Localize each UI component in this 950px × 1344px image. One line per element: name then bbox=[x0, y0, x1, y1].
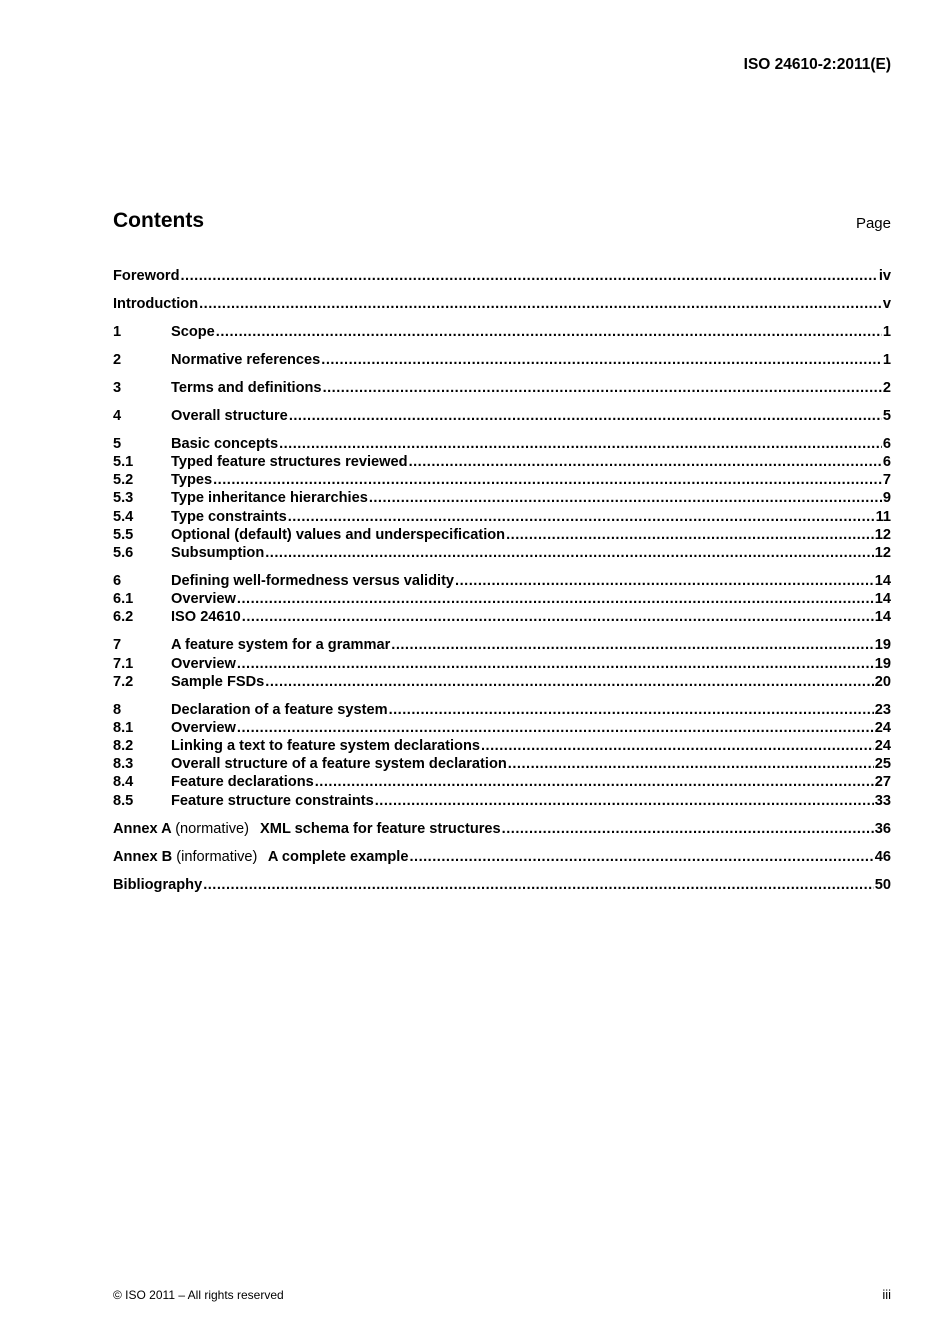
toc-page-number: 27 bbox=[874, 774, 891, 791]
toc-page-number: v bbox=[882, 295, 891, 312]
dot-leader bbox=[237, 720, 874, 736]
toc-entry[interactable] bbox=[113, 490, 891, 508]
dot-leader bbox=[237, 656, 874, 672]
toc-entry-number: 6.2 bbox=[113, 609, 134, 626]
toc-entry[interactable] bbox=[113, 738, 891, 756]
toc-page-number: 12 bbox=[874, 545, 891, 562]
toc-entry-title: Feature declarations bbox=[171, 774, 314, 791]
toc-entry-title: Foreword bbox=[113, 268, 180, 284]
toc-page-number: iv bbox=[878, 268, 891, 284]
dot-leader bbox=[203, 877, 874, 893]
toc-entry[interactable] bbox=[113, 268, 891, 286]
dot-leader bbox=[375, 793, 874, 809]
dot-leader bbox=[506, 527, 874, 543]
toc-entry-number: 5.6 bbox=[113, 545, 134, 562]
toc-page-number: 2 bbox=[882, 379, 891, 396]
dot-leader bbox=[237, 591, 874, 607]
toc-entry-number: 8.5 bbox=[113, 792, 134, 809]
toc-entry-number: 8.3 bbox=[113, 756, 134, 773]
toc-entry[interactable] bbox=[113, 609, 891, 627]
page-column-label: Page bbox=[855, 215, 891, 232]
toc-entry[interactable] bbox=[113, 509, 891, 527]
toc-page-number: 9 bbox=[882, 490, 891, 507]
toc-entry-number: 5.3 bbox=[113, 490, 134, 507]
toc-entry-number: 5.1 bbox=[113, 454, 134, 471]
toc-page-number: 14 bbox=[874, 573, 891, 590]
toc-entry[interactable] bbox=[113, 352, 891, 370]
toc-entry-title: Overview bbox=[171, 591, 236, 608]
toc-entry-title: Linking a text to feature system declarations bbox=[171, 738, 480, 755]
dot-leader bbox=[369, 490, 882, 506]
toc-entry-bibliography[interactable] bbox=[113, 877, 891, 895]
dot-leader bbox=[389, 702, 874, 718]
toc-entry[interactable] bbox=[113, 573, 891, 591]
annex-kind: (informative) bbox=[176, 848, 258, 865]
toc-entry[interactable] bbox=[113, 436, 891, 454]
toc-entry[interactable] bbox=[113, 454, 891, 472]
toc-page-number: 33 bbox=[874, 792, 891, 809]
toc-entry-title: Terms and definitions bbox=[171, 379, 322, 396]
dot-leader bbox=[265, 545, 874, 561]
toc-entry-title: Overview bbox=[171, 655, 236, 672]
toc-entry[interactable] bbox=[113, 793, 891, 811]
annex-title: A complete example bbox=[267, 848, 409, 865]
toc-entry[interactable] bbox=[113, 380, 891, 398]
toc-entry[interactable] bbox=[113, 756, 891, 774]
annex-label: Annex B bbox=[113, 848, 173, 865]
toc-entry-number: 8 bbox=[113, 701, 122, 718]
toc-page-number: 7 bbox=[882, 472, 891, 489]
dot-leader bbox=[315, 774, 874, 790]
toc-entry-title: Overview bbox=[171, 719, 236, 736]
dot-leader bbox=[213, 472, 882, 488]
toc-entry[interactable] bbox=[113, 702, 891, 720]
toc-entry-number: 6 bbox=[113, 573, 122, 590]
dot-leader bbox=[391, 637, 874, 653]
toc-entry[interactable] bbox=[113, 674, 891, 692]
toc-entry[interactable] bbox=[113, 472, 891, 490]
dot-leader bbox=[409, 454, 882, 470]
dot-leader bbox=[216, 324, 882, 340]
dot-leader bbox=[321, 352, 882, 368]
toc-page-number: 19 bbox=[874, 655, 891, 672]
toc-page-number: 24 bbox=[874, 719, 891, 736]
toc-entry-number: 2 bbox=[113, 351, 122, 368]
toc-entry[interactable] bbox=[113, 774, 891, 792]
contents-heading: Contents bbox=[113, 209, 204, 232]
toc-entry-number: 7.2 bbox=[113, 673, 134, 690]
toc-page-number: 46 bbox=[874, 848, 891, 865]
copyright-notice: © ISO 2011 – All rights reserved bbox=[113, 1288, 284, 1302]
toc-entries bbox=[113, 268, 891, 811]
toc-entry-number: 8.4 bbox=[113, 774, 134, 791]
toc-entry-title: Types bbox=[171, 472, 213, 489]
annex-kind: (normative) bbox=[175, 820, 249, 837]
toc-entry[interactable] bbox=[113, 637, 891, 655]
toc-page-number: 23 bbox=[874, 701, 891, 718]
dot-leader bbox=[481, 738, 874, 754]
toc-page-number: 12 bbox=[874, 526, 891, 543]
toc-entry-title: Feature structure constraints bbox=[171, 792, 374, 809]
toc-entry-title: Introduction bbox=[113, 295, 199, 312]
dot-leader bbox=[265, 674, 873, 690]
annex-title: XML schema for feature structures bbox=[260, 820, 501, 837]
toc-entry[interactable] bbox=[113, 527, 891, 545]
dot-leader bbox=[242, 609, 874, 625]
toc-entry-title: A feature system for a grammar bbox=[171, 637, 391, 654]
dot-leader bbox=[199, 296, 882, 312]
toc-entry-number: 6.1 bbox=[113, 591, 134, 608]
toc-entry-title: Optional (default) values and underspecification bbox=[171, 526, 506, 543]
toc-page-number: 14 bbox=[874, 609, 891, 626]
toc-entry-title: Defining well-formedness versus validity bbox=[171, 573, 455, 590]
dot-leader bbox=[180, 268, 877, 284]
toc-entry[interactable] bbox=[113, 720, 891, 738]
toc-entry[interactable] bbox=[113, 591, 891, 609]
toc-page-number: 36 bbox=[874, 820, 891, 837]
toc-entry-title: Scope bbox=[171, 323, 215, 340]
dot-leader bbox=[288, 509, 875, 525]
toc-entry-title: Declaration of a feature system bbox=[171, 701, 388, 718]
toc-entry-title: Type inheritance hierarchies bbox=[171, 490, 368, 507]
toc-page-number: 11 bbox=[875, 508, 891, 525]
toc-entry-title: ISO 24610 bbox=[171, 609, 241, 626]
toc-page-number: 1 bbox=[882, 323, 891, 340]
toc-entry-number: 4 bbox=[113, 407, 122, 424]
toc-page-number: 50 bbox=[874, 876, 891, 893]
toc-page-number: 6 bbox=[882, 435, 891, 452]
toc-entry-title: Normative references bbox=[171, 351, 321, 368]
toc-entry-title: Typed feature structures reviewed bbox=[171, 454, 408, 471]
toc-entry-title: Subsumption bbox=[171, 545, 265, 562]
toc-entry[interactable] bbox=[113, 545, 891, 563]
toc-entry[interactable] bbox=[113, 656, 891, 674]
toc-page-number: 1 bbox=[882, 351, 891, 368]
toc-entry-number: 5.4 bbox=[113, 508, 134, 525]
toc-entry-number: 1 bbox=[113, 323, 122, 340]
toc-entry-title: Type constraints bbox=[171, 508, 287, 525]
toc-entry-number: 5 bbox=[113, 435, 122, 452]
footer-page-number: iii bbox=[882, 1287, 891, 1302]
toc-entry-title: Overall structure of a feature system declaration bbox=[171, 756, 507, 773]
toc-entry-annex-a[interactable] bbox=[113, 821, 891, 839]
toc-entry-title: Basic concepts bbox=[171, 435, 279, 452]
toc-entry[interactable] bbox=[113, 324, 891, 342]
toc-entry-number: 3 bbox=[113, 379, 122, 396]
dot-leader bbox=[289, 408, 882, 424]
toc-entry-annex-b[interactable] bbox=[113, 849, 891, 867]
toc-page-number: 6 bbox=[882, 454, 891, 471]
toc-page-number: 25 bbox=[874, 756, 891, 773]
toc-page-number: 24 bbox=[874, 738, 891, 755]
toc-entry-number: 7.1 bbox=[113, 655, 134, 672]
toc-entry-number: 5.5 bbox=[113, 526, 134, 543]
toc-page-number: 5 bbox=[882, 407, 891, 424]
toc-entry-number: 8.2 bbox=[113, 738, 134, 755]
document-id: ISO 24610-2:2011(E) bbox=[743, 56, 891, 73]
toc-entry[interactable] bbox=[113, 296, 891, 314]
toc-entry-number: 8.1 bbox=[113, 719, 134, 736]
dot-leader bbox=[279, 436, 882, 452]
toc-entry-title: Overall structure bbox=[171, 407, 288, 424]
toc-entry-title: Sample FSDs bbox=[171, 673, 265, 690]
toc-entry-title: Bibliography bbox=[113, 876, 203, 893]
toc-entry-number: 5.2 bbox=[113, 472, 134, 489]
toc-page-number: 20 bbox=[874, 673, 891, 690]
dot-leader bbox=[409, 849, 873, 865]
dot-leader bbox=[455, 573, 874, 589]
toc-page-number: 14 bbox=[874, 591, 891, 608]
dot-leader bbox=[502, 821, 874, 837]
dot-leader bbox=[323, 380, 882, 396]
table-of-contents bbox=[113, 268, 891, 895]
toc-page-number: 19 bbox=[874, 637, 891, 654]
annex-label: Annex A bbox=[113, 820, 172, 837]
toc-entry[interactable] bbox=[113, 408, 891, 426]
toc-entry-number: 7 bbox=[113, 637, 122, 654]
dot-leader bbox=[508, 756, 874, 772]
